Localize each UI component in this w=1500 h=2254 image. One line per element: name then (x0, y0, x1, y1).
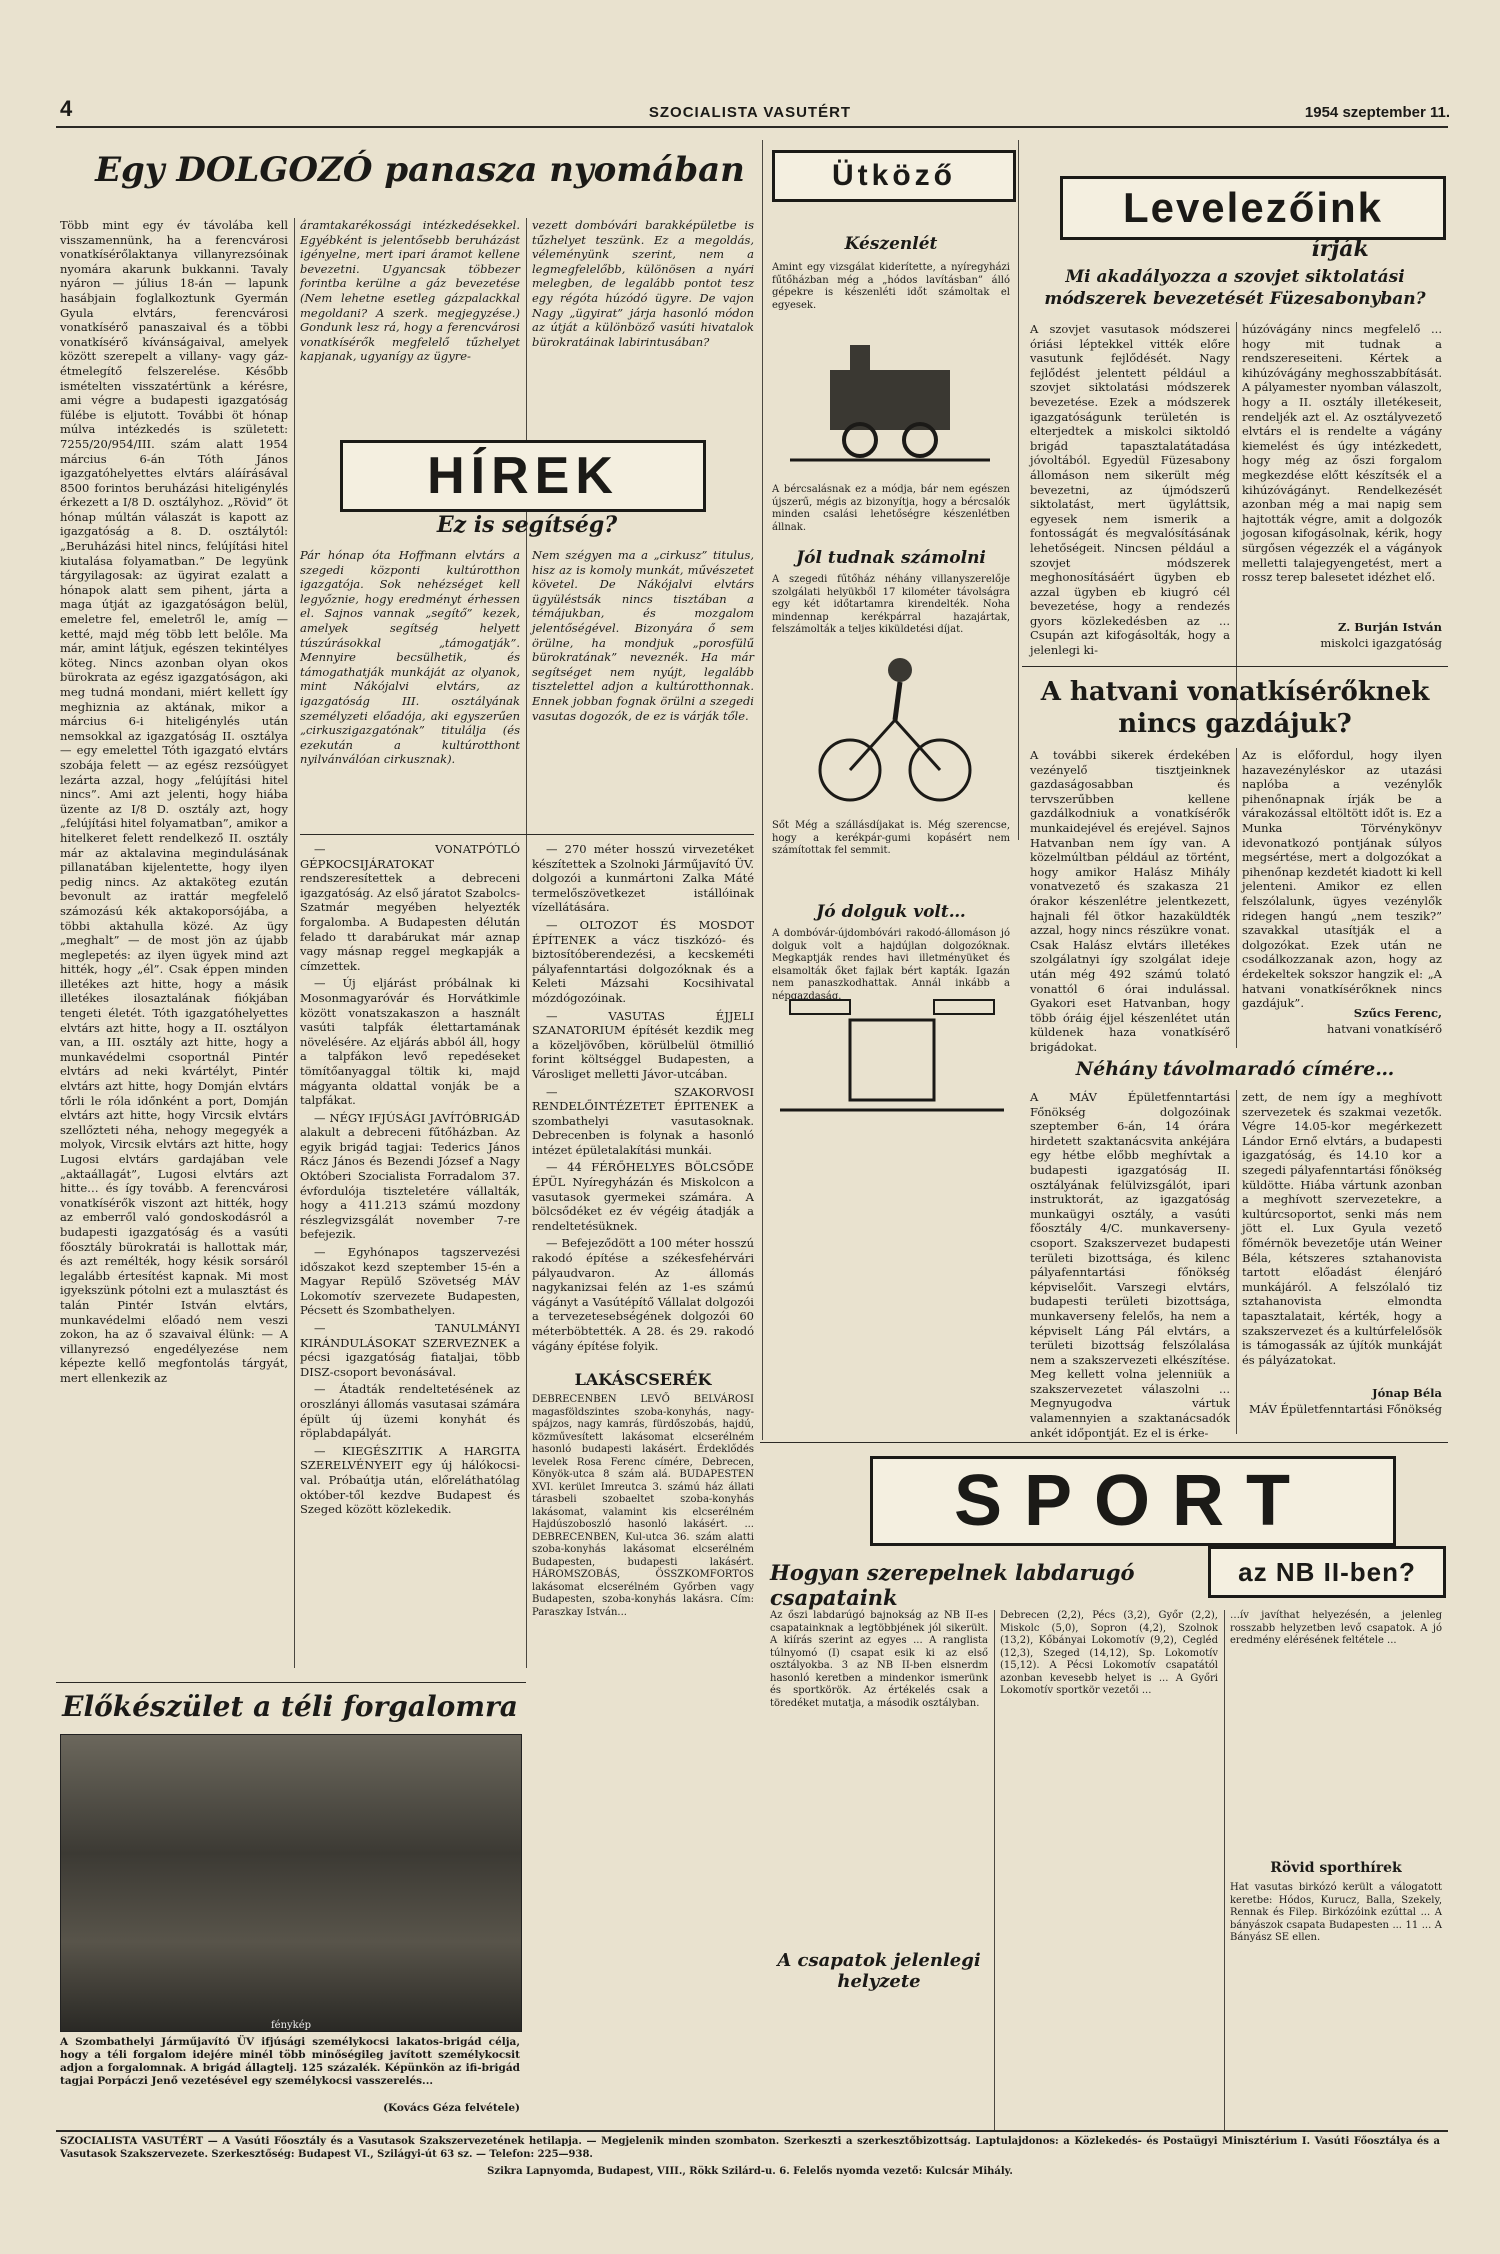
footer-imprint: SZOCIALISTA VASUTÉRT — A Vasúti Főosztály és a Vasutasok Szakszervezetének hetilapja. — Megjelenik minden szombaton. Szerkeszti a szerkesztőbizottság. Laptulajdonos: a Közlekedés- és Postaügyi Minisztérium I. Vasúti Főosztálya és a Vasutasok Szakszervezete. Szerkesztőség: Budapest VI., Szilágyi-út 63 sz. — Telefon: 225—938. (60, 2136, 1440, 2160)
news-item: — 270 méter hosszú virvezetéket készítettek a Szolnoki Járműjavító ÜV. dolgozói a kunmártoni Zalka Máté termelőszövetkezet istállóinak vízellátására. (532, 842, 754, 915)
hirek-news-col-right (532, 842, 754, 1362)
lakascserek-text: DEBRECENBEN LEVŐ BELVÁROSI magasföldszintes szoba-konyhás, nagy-spájzos, nagy kamrás, fürdőszobás, hajdú, közművesített lakásomat elcserélném hasonló budapesti lakásért. Érdeklődés levelek Rosa Ferenc címére, Debrecen, Könyök-utca 8 szám alá. BUDAPESTEN XVI. kerület Imreutca 3. számú ház állati tárasbeli szobaeltet szoba-konyhás lakásomat, valamint kis elcserélném Hajdúszoboszló hasonló lakásért. ... DEBRECENBEN, Kul-utca 36. szám alatti szoba-konyhás lakásomat elcserélném Budapesten, budapesti lakásért. HÁROMSZOBÁS, ÖSSZKOMFORTOS lakásomat elcserélném Győrben vagy Budapesten, szoba-konyhás lakásra. Cím: Paraszkay István... (532, 1394, 754, 1618)
locomotive-chimney (850, 345, 870, 370)
column-rule (294, 218, 295, 1668)
section-rule (760, 1442, 1448, 1443)
column-rule (1224, 1610, 1225, 2130)
column-rule (1236, 322, 1237, 720)
hirek-news-col-left (300, 842, 520, 1676)
utkozo-s3-text: A dombóvár-újdombóvári rakodó-állomáson jó dolguk volt a hajdújlan dolgozóknak. Megkaptják rendes havi illetményüket és elsamolták őket fajlak bért kapták. Igazán nem panaszkodhattak. Annál inkább a népgazdaság. (772, 928, 1010, 1002)
column-rule (994, 1610, 995, 2130)
news-item: — VONATPÓTLÓ GÉPKOCSIJÁRATOKAT rendszeresítettek a debreceni igazgatóság. Az első járatot Szabolcs-Szatmár megyében helyezték forgalomba. A Budapesten délután felado tt darabárukat már aznap vagy másnap reggel megkapják a címzettek. (300, 842, 520, 973)
hatvani-signature-name: Szűcs Ferenc, (1353, 1006, 1442, 1020)
photo-label: fénykép (270, 2020, 312, 2031)
utkozo-s2-text: A szegedi fűtőház néhány villanyszerelője szolgálati helyükből 17 kilométer távolságra egy két időtartamra kirendelték. Noha mindennap kerékpárral hazajártak, felszámolták a teljes kiküldetési díjat. (772, 574, 1010, 635)
levelezoink-col1: A szovjet vasutasok módszerei óriási léptekkel vitték előre vasutunk fejlődését. Nagy fejlődést jelentett például a szovjet siktolatási módszerek bevezetése. Ezek a módszerek igazgatóságunk területén is elterjedtek a miskolci siktoldó brigád tapasztalatátadása jóvoltából. Egyedül Füzesabony állomáson nem sikerült még bevezetni, az újmódszerű siktolatást, mert ügyláttsik, egyesek nem ismerik a fontosságát és megvalósításának lehetőségeit. Nincsen például a szovjet módszerek meghonosításáért ügyben eb azzal ügyben eb kiugró cél bevezetése, hogy a rendezés gyors közlekedésben az ... Csupán azt kifogásolták, hogy a jelenlegi ki- (1030, 322, 1230, 658)
news-item: — TANULMÁNYI KIRÁNDULÁSOKAT SZERVEZNEK a pécsi igazgatóság fiataljai, több DISZ-csoport bevonásával. (300, 1321, 520, 1379)
hatvani-signature-role: hatvani vonatkísérő (1326, 1022, 1442, 1036)
news-item: — Befejeződött a 100 méter hosszú rakodó építése a székesfehérvári pályaudvaron. Az állomás nagykanizsai felén az 1-es számú vágányt a Vasútépítő Vállalat dolgozói a tervezetesebségének dolgozói 60 méterböbtették. A 28. és 29. rakodó vágány építése folyik. (532, 1236, 754, 1353)
hirek-lead-col1: Pár hónap óta Hoffmann elvtárs a szegedi központi kultúrotthon igazgatója. Sok nehézséget kell legyőznie, hogy eredményt érhessen el. Sajnos vannak „segítő” kezek, amelyek segítség helyett túszúrásokkal „támogatják”. Mennyire becsülhetik, és támogathatják munkáját az olyanok, mint Nákójalvi elvtárs, az igazgatóság III. osztályának személyzeti előadója, aki egyszerűen „cirkuszigazgatónak” titulálja (és ezekután a kultúrotthont nyilvánválóan cirkusznak). (300, 548, 520, 767)
news-item: — VASUTAS ÉJJELI SZANATORIUM építését kezdik meg a közeljövőben, körülbelül ötmillió forint költséggel Budapesten, a Városliget melletti Jávor-utcában. (532, 1008, 754, 1081)
issue-date: 1954 szeptember 11. (1304, 104, 1450, 121)
bicycle-frame (850, 720, 895, 770)
train-cartoon (790, 330, 990, 480)
station-cartoon (780, 990, 1004, 1140)
hirek-headline: Ez is segítség? (436, 512, 618, 538)
utkozo-s1-text: Amint egy vizsgálat kiderítette, a nyíregyházi fűtőházban még a „hódos lavításban” álló gépekre is készenléti időt számoltak el egyesek. (772, 262, 1010, 311)
header-rule (56, 126, 1448, 128)
sport-subheadline: A csapatok jelenlegi helyzete (777, 1950, 981, 1992)
sport-col2: Debrecen (2,2), Pécs (3,2), Győr (2,2), Miskolc (5,0), Sopron (4,2), Szolnok (13,2), Kőbányai Lokomotív (9,2), Cegléd (12,3), Szeged (14,12), Sp. Lokomotív (15,12). A Pécsi Lokomotív csapatától azonban kevesebb helyet is ... A Győri Lokomotív sportkör vezetői ... (1000, 1610, 1218, 1696)
panasz-col3: vezett dombóvári barakképületbe is tűzhelyet teszünk. Ez a megoldás, véleményünk szerint, nem a legmegfelelőbb, különösen a nyári melegben, de legalább pontot tesz egy régóta húzódó ügyre. De vajon Nagy „ügyirat” járja hasonló módon az útját a különböző vasúti hivatalok bürokratáinak labirintusában? (532, 218, 754, 349)
column-rule (1236, 1090, 1237, 1434)
levelezoink-col2: húzóvágány nincs megfelelő ... hogy mit tudnak a rendszereseiteni. Kértek a kihúzóvágány meghosszabbítását. A pályamester nyomban válaszolt, hogy a II. osztály illetékeseit, rendeljék azt el. Az osztályvezető elvtárs el is rendelte a vágány kiemelést és úgy intézkedett, hogy még az őszi forgalom megkezdése előtt készítsék el a kihúzóvágányt. Rendelkezését azonban még a mai napig sem hajtották végre, amit a dolgozók jogosan kifogásolnak, kérik, hogy sürgősen végezzék el a vágányok melletti talajegyengetést, mert a rossz terep balesetet idézhet elő. (1242, 322, 1442, 585)
column-rule (762, 140, 763, 1440)
elokeszulet-headline: Előkészület a téli forgalomra (62, 1690, 518, 1723)
nehany-signature-role: MÁV Épületfenntartási Főnökség (1249, 1402, 1442, 1416)
news-item: — OLTOZOT ÉS MOSDOT ÉPÍTENEK a vácz tiszkózó- és biztosítóberendezési, a kecskeméti pályafenntartási dolgozóknak és a Keleti Mázsahi Kocsihivatal mózdógozóinak. (532, 917, 754, 1005)
hatvani-col2: Az is előfordul, hogy ilyen hazavezényléskor az utazási naplóba a vezénylők pihenőnapnak írják be a várakozással eltöltött időt is. Ez a Munka Törvénykönyv idevonatkozó pontjának súlyos megsértése, mert a dolgozókat a pihenőnap kezdetét kiadott ki kell jelenteni. Amikor ez ellen felszólalunk, ügyes vezénylők ridegen hangú „nem teszik?” szavakkal utasítják el a dolgozókat. Ezek után ne csodálkozzanak azon, hogy az érdekeltek sokszor hangzik el: „A hatvani vonatkísérőknek nincs gazdájuk”. (1242, 748, 1442, 1011)
station-sign (934, 1000, 994, 1014)
news-item: — Átadták rendeltetésének az oroszlányi állomás vasutasai számára épült új üzemi konyhát és röplabdapályát. (300, 1382, 520, 1441)
hirek-logo: HÍREK (340, 440, 706, 512)
panasz-col2: áramtakarékossági intézkedésekkel. Egyébként is jelentősebb beruházást igényelne, mert ipari áramot kellene bevezetni. Ugyancsak többezer forintba kerülne a gáz bevezetése (Nem lehetne esetleg gázpalackkal megoldani? A szerk. megjegyzése.) Gondunk lesz rá, hogy a ferencvárosi vonatkísérők megfelelő tűzhelyet kapjanak, ugyanígy az ügyre- (300, 218, 520, 364)
utkozo-s3-title: Jó dolguk volt… (816, 902, 966, 922)
levelezoink-logo: Levelezőink (1060, 176, 1446, 240)
bicycle-frame (895, 720, 940, 770)
ticket-office (850, 1020, 934, 1100)
sport-logo: SPORT (870, 1456, 1396, 1546)
levelezoink-signature-name: Z. Burján István (1338, 620, 1442, 634)
photo-credit: (Kovács Géza felvétele) (383, 2102, 520, 2114)
column-rule (1236, 748, 1237, 1048)
news-item: — KIEGÉSZITIK A HARGITA SZERELVÉNYEIT egy új hálókocsi-val. Próbaútja után, előreláthatólag október-től kezdve Budapest és Szeged között közlekedik. (300, 1443, 520, 1517)
column-rule (526, 218, 527, 1668)
panasz-col1: Több mint egy év távolába kell visszamennünk, ha a ferencvárosi vonatkísérőlaktanya villanyrezsóinak nyomára akarunk bukkanni. Tavaly nyáron — július 18-án — lapunk hasábjain foglalkoztunk Gyermán Gyula elvtárs, ferencvárosi vonatkísérő panaszaival és a többi vonatkísérő kívánságaival, amelyek között szerepelt a villany- vagy gáz-étmelegítő felszerelése. Később ismételten visszatértünk a kérésre, ami végre a budapesti igazgatóság fülébe is eljutott. További öt hónap múlva intézkedés is született: 7255/20/954/III. szám alatt 1954 március 6-án Tóth János igazgatóhelyettes elvtárs aláírásával 8500 forintos beruházási hiteligénylés érkezett a I/8 D. osztályhoz. „Rövid” öt hónap múltán válaszát is kapott az igazgatóság a 8. D. osztálytól: „Beruházási hitel nincs, felújítási hitel kiutalása folyamatban.” De legyünk tárgyilagosak: az ügyirat ezalatt a hónapok alatt sem pihent, járta a maga útját az igazgatóságon belül, emeletre fel, emeletről le, amíg — ketté, majd még több lett belőle. Ma már, amint látjuk, egészen tekintélyes köteg. Nincs azonban olyan okos bürokrata az egész igazgatóságon, aki meg tudná mondani, miért kellett így meghiznia az aktának, mikor a március 6-i hiteligénylés után nemsokkal az igazgatóság II. osztálya — egy emelettel Tóth igazgató elvtárs szobája felett — az egész rezsóügyet lezárta azzal, hogy „felújítási hitel nincs”. Ami azt jelenti, hogy hiába üzente az I/8 D. osztály azt, hogy „felújítási hitel folyamatban”, amikor a hitelkeret felett rendelkező II. osztály már az aktalavina megindulásának pillanatában kijelentette, hogy ilyen pedig nincs. Az aktaköteg ezután bevonult az irattár megfelelő számozású kék aktakoporsójába, a többi aktahulla közé. Az ügy „meghalt” — de most jön az újabb meglepetés: az ilyen ügyek mind azt hitték, hogy „él”. Csak éppen minden illetékes azt hitte, hogy a másik illetékes ilosaztalának fiókjában tengeti életét. Tóth igazgatóhelyettes elvtárs azt hitte, hogy a II. osztályon van, a III. osztály azt hitte, hogy a munkavédelmi csoportnál Pintér elvtárs ad neki kvártélyt, Pintér elvtárs azt hitte, hogy Domján elvtárs tőrli le róla időnként a port, Domján elvtárs azt hitte, hogy Vircsik elvtárs szellőzteti néha, nehogy megegyék a molyok, Vircsik elvtárs azt hitte, hogy Lugosi elvtárs gardajában vele „aktaállagát”, Lugosi elvtárs azt hitte… és így tovább. A ferencvárosi vonatkísérők viszont azt hitték, hogy az emberről való gondoskodásról a budapesti igazgatóság és a vasúti főosztály bürokratái is hallottak már, és azt remélték, hogy késik sorsáról legalább értesítést kapnak. Mi most igyekszünk pótolni ezt a mulasztást és talán Pintér István elvtárs, munkavédelmi előadó nem veszi zokon, ha az ő szavaival élünk: — A villanyrezsó engedélyezése nem képezte kellő megfontolás tárgyát, mert ellenkezik az (60, 218, 288, 1385)
nehany-col2: zett, de nem így a meghívott szervezetek és szakmai vezetők. Végre 14.05-kor megérkezett Lándor Ernő elvtárs, a budapesti igazgatóság, és 14.10 kor a szegedi pályafenntartási főnökség küldötte. Hiába vártunk azonban a meghívott szervezetekre, a kultúrcsoportot, senki más nem jött el. Lux Gyula vezető főmérnök bevezetője után Weiner Béla, kétszeres sztahanovista tartott előadást élenjáró munkájáról. A felszólaló tiz sztahanovista elmondta tapasztalatait, kérték, hogy a szakszervezet és a kultúrfelelősök is támogassák az újítók munkáját és pályázatokat. (1242, 1090, 1442, 1367)
news-item: — NÉGY IFJÚSÁGI JAVÍTÓBRIGÁD alakult a debreceni fűtőházban. Az egyik brigád tagjai: Tederics János Rácz János és Bezendi József a Nagy Októberi Szocialista Forradalom 37. évfordulója tiszteletére vállalták, hogy a 411.213 számú mozdony részlegvizsgálát november 7-re befejezik. (300, 1110, 520, 1242)
station-sign (790, 1000, 850, 1014)
sport-headline-b: az NB II-ben? (1208, 1546, 1446, 1598)
rider-head (888, 658, 912, 682)
nehany-signature-name: Jónap Béla (1372, 1386, 1442, 1400)
utkozo-logo: Ütköző (772, 150, 1016, 202)
sport-headline-a: Hogyan szerepelnek labdarugó csapataink (770, 1560, 1135, 1610)
utkozo-s1-caption: A bércsalásnak ez a módja, bár nem egészen újszerű, mégis az bizonyítja, hogy a bércsalók minden csalási lehetőségre készenlétben állnak. (772, 484, 1010, 533)
levelezoink-logo-sub: írják (1311, 236, 1369, 262)
section-rule (56, 1682, 526, 1683)
footer-rule (56, 2130, 1448, 2132)
cyclist-cartoon (790, 640, 990, 810)
rovid-sporthirek-title: Rövid sporthírek (1270, 1860, 1402, 1876)
utkozo-s1-title: Készenlét (844, 234, 938, 254)
locomotive-body (830, 370, 950, 430)
lakascserek-title: LAKÁSCSERÉK (574, 1370, 712, 1389)
sport-col1: Az őszi labdarúgó bajnokság az NB II-es csapatainknak a legtöbbjének jól sikerült. A kiírás szerint az egyes ... A ranglista túlnyomó (I) csapat esik ki az első osztályokba. 3 az NB II-ben elsnerdm hasonló keretben a mindenkor ismerünk és sportkörök. Az értékelés csak a töredéket mutatja, a második osztályban. (770, 1610, 988, 1709)
section-rule (300, 834, 754, 835)
section-rule (1022, 666, 1448, 667)
news-item: — Új eljárást próbálnak ki Mosonmagyaróvár és Horvátkimle között vonatszakaszon a használt vasúti talpfák élettartamának növelésére. Az eljárás abból áll, hogy a talpfákon levő repedéseket tömítőanyaggal töltik ki, majd mágyanta oldattal vonják be a talpfákat. (300, 976, 520, 1108)
sport-col3: …ív javíthat helyezésén, a jelenleg rosszabb helyzetben levő csapatok. A jó eredmény elérésének feltétele ... (1230, 1610, 1442, 1646)
levelezoink-headline: Mi akadályozza a szovjet siktolatási módszerek bevezetését Füzesabonyban? (1044, 267, 1426, 309)
hatvani-headline: A hatvani vonatkísérőknek nincs gazdájuk? (1040, 677, 1430, 739)
elokeszulet-photo (60, 1734, 522, 2032)
column-rule (1018, 140, 1019, 840)
utkozo-s2-title: Jól tudnak számolni (796, 548, 986, 568)
paper-name: SZOCIALISTA VASUTÉRT (648, 104, 852, 121)
nehany-col1: A MÁV Épületfenntartási Főnökség dolgozóinak szeptember 6-án, 14 órára hirdetett szaktanácsvita ankéjára egy hétbe előbb meghívtak a budapesti igazgatóság II. osztályának felülvizsgálót, ipari instruktorát, az igazgatóság munkaügyi osztály, a vasúti főosztály 4/C. munkaverseny-csoport. Szakszervezet budapesti területi bizottsága, és kilenc pályafenntartási főnökség képviselőit. Varszegi elvtárs, budapesti területi bizottsága, munkaverseny felelős, ha nem a képviselt Láng Pál elvtárs, a területi bizottság felszólalása nem a szakszervezeti elkészítése. Meg kellett volna jelenniük a szakszervezetet válaszolni ... Megnyugodva vártuk valamennyien a szaktanácsadók ankét időpontját. Ez el is érke- (1030, 1090, 1230, 1440)
rovid-sporthirek-text: Hat vasutas birkózó került a válogatott keretbe: Hódos, Kurucz, Balla, Szekely, Rennak és Filep. Birkózóink ezúttal ... A bányászok csapata Budapesten ... 11 ... A Bányász SE ellen. (1230, 1882, 1442, 1943)
news-item: — Egyhónapos tagszervezési időszakot kezd szeptember 15-én a Magyar Repülő Szövetség MÁV Lokomotív szervezete Budapesten, Pécsett és Szombathelyen. (300, 1245, 520, 1318)
footer-printer: Szikra Lapnyomda, Budapest, VIII., Rökk Szilárd-u. 6. Felelős nyomda vezető: Kulcsár Mihály. (487, 2166, 1013, 2177)
utkozo-s2-caption: Sőt Még a szállásdíjakat is. Még szerencse, hogy a kerékpár-gumi kopásért nem számítottak fel semmit. (772, 820, 1010, 856)
hirek-lead-col2: Nem szégyen ma a „cirkusz” titulus, hisz az is komoly munkát, művészetet követel. De Nákójalvi elvtárs ügyüléstsák nincs tisztában a témájukban, és mozgalom jelentőségével. Bizonyára ő sem örülne, ha mondjuk „porosfülű bürokratának” neveznék. Ha már segítséget nem nyújt, legalább tisztelettel adjon a kultúrotthonnak. Ennek jobban fognak örülni a szegedi vasutas dogozók, de ez is várják tőle. (532, 548, 754, 723)
news-item: — 44 FÉRŐHELYES BÖLCSŐDE ÉPÜL Nyíregyházán és Miskolcon a vasutasok gyermekei számára. A bölcsődéket ez év végéig átadják a rendeltetésüknek. (532, 1160, 754, 1233)
hatvani-col1: A további sikerek érdekében vezényelő tisztjeinknek gazdaságosabban és tervszerűbben kellene gazdálkodniuk a vonatkísérők munkaidejével és erejével. Sajnos Hatvanban nem így van. A közelmúltban például az történt, hogy amikor Halász Mihály vonatvezető és szakasza 21 órakor készenlétre jelentkezett, hajnali fél ötkor hazaküldték azzal, hogy nincs részükre vonat. Csak Halász elvtárs illetékes szolgálatnyi így szolgálat ideje után még 492 számú tolató vonattól 6 órai indulással. Gyakori eset Hatvanban, hogy több óráig éjjel készenlétet után küldenek haza vonatkísérő brigádokat. (1030, 748, 1230, 1054)
nehany-headline: Néhány távolmaradó címére… (1075, 1058, 1395, 1080)
levelezoink-signature-role: miskolci igazgatóság (1320, 636, 1442, 650)
page-number: 4 (60, 96, 73, 121)
rider-body (895, 682, 900, 720)
panasz-headline: Egy DOLGOZÓ panasza nyomában (95, 150, 745, 190)
news-item: — SZAKORVOSI RENDELŐINTÉZETET ÉPITENEK a szombathelyi vasutasoknak. Debrecenben is folynak a hasonló intézet épületalakítási munkái. (532, 1084, 754, 1157)
elokeszulet-caption: A Szombathelyi Járműjavító ÜV ifjúsági személykocsi lakatos-brigád célja, hogy a téli forgalom idejére minél több minőségileg javított személykocsit adjon a forgalomnak. A brigád állagtelj. 125 százalék. Képünkön az ifi-brigád tagjai Porpáczi Jenő vezetésével egy személykocsi vasszerelés... (60, 2036, 520, 2087)
